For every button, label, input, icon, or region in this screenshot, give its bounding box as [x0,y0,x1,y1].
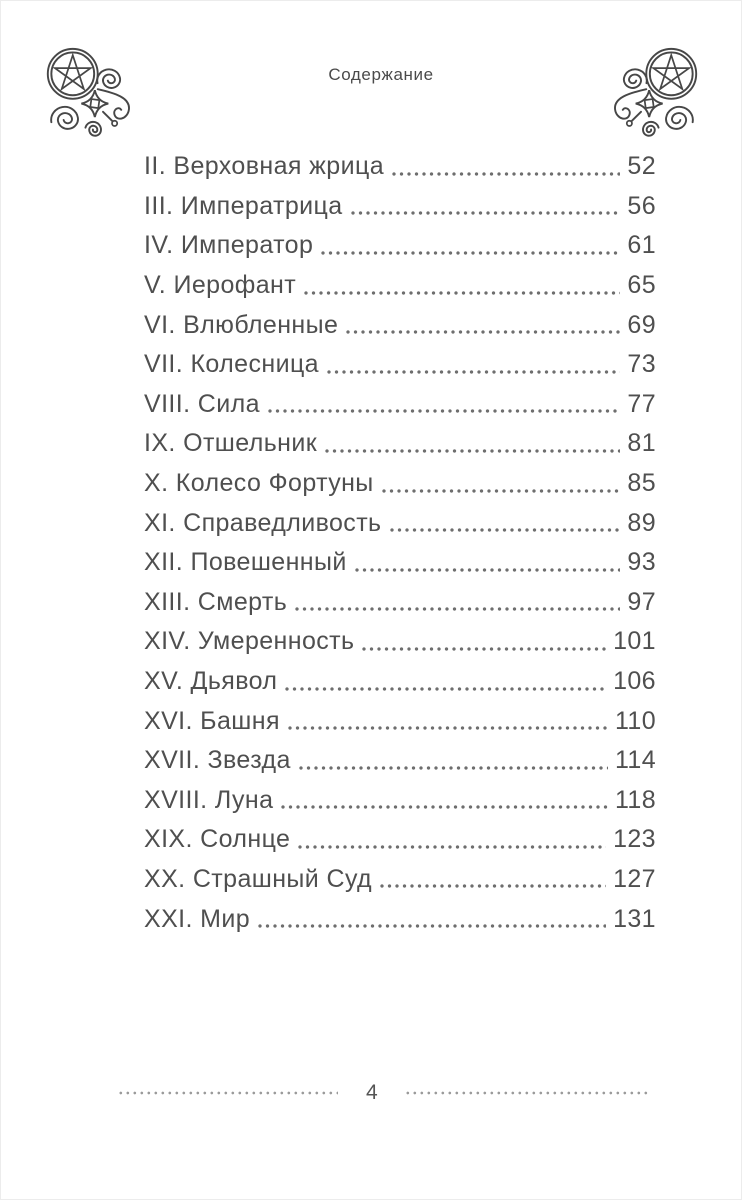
toc-entry [144,147,656,187]
dot-leader [288,726,608,730]
dot-leader [390,528,621,532]
toc-entry [144,662,656,702]
toc-entry-title: V. Иерофант [144,271,297,300]
toc-entry-title: VIII. Сила [144,389,260,418]
toc-entry-page: 69 [627,310,656,339]
toc-entry [144,543,656,583]
page-title: Содержание [328,65,434,84]
toc-entry-title: XXI. Мир [144,904,251,933]
dot-leader [392,172,620,176]
dot-leader [382,489,621,493]
footer-dots-left [119,1091,338,1095]
dot-leader [281,805,608,809]
toc-entry [144,860,656,900]
toc-entry [144,226,656,266]
toc-entry-title: XVI. Башня [144,706,280,735]
toc-entry-page: 131 [613,904,656,933]
toc-entry-title: III. Императрица [144,191,343,220]
dot-leader [299,766,608,770]
toc-entry [144,701,656,741]
toc-entry [144,187,656,227]
dot-leader [351,211,621,215]
toc-entry-title: XIII. Смерть [144,587,288,616]
pentacle-flourish-icon [41,46,141,142]
toc-entry-page: 110 [614,706,656,735]
dot-leader [268,409,620,413]
dot-leader [258,924,606,928]
dot-leader [325,449,620,453]
toc-entry [144,305,656,345]
toc-entry-title: XI. Справедливость [144,508,382,537]
toc-entry [144,345,656,385]
toc-entry-title: XVIII. Луна [144,785,274,814]
toc-entry-title: II. Верховная жрица [144,152,384,181]
toc-entry [144,464,656,504]
toc-entry [144,741,656,781]
table-of-contents [144,147,656,939]
toc-entry-page: 61 [627,231,656,260]
toc-entry-page: 73 [627,350,656,379]
toc-entry [144,583,656,623]
dot-leader [295,607,620,611]
toc-entry-title: VII. Колесница [144,350,319,379]
toc-entry-page: 106 [613,667,656,696]
toc-entry-page: 56 [627,191,656,220]
toc-entry [144,424,656,464]
toc-entry-page: 52 [627,152,656,181]
toc-entry-title: X. Колесо Фортуны [144,469,374,498]
toc-entry [144,622,656,662]
toc-entry-title: XVII. Звезда [144,746,291,775]
toc-entry-title: XV. Дьявол [144,667,278,696]
footer-dots-right [406,1091,651,1095]
toc-entry-title: IV. Император [144,231,314,260]
toc-entry-title: XX. Страшный Суд [144,864,373,893]
toc-entry-page: 65 [627,271,656,300]
toc-entry [144,781,656,821]
toc-entry-title: IX. Отшельник [144,429,318,458]
toc-entry-page: 101 [613,627,656,656]
toc-entry-page: 127 [613,864,656,893]
dot-leader [355,568,621,572]
toc-entry-page: 89 [627,508,656,537]
dot-leader [346,330,620,334]
dot-leader [298,845,606,849]
toc-entry-page: 85 [627,469,656,498]
toc-entry-page: 123 [613,825,656,854]
page-number: 4 [366,1081,378,1104]
toc-entry [144,385,656,425]
dot-leader [304,291,620,295]
toc-entry-title: XII. Повешенный [144,548,347,577]
toc-entry [144,899,656,939]
toc-entry [144,266,656,306]
toc-entry [144,820,656,860]
page-footer [119,1077,651,1109]
dot-leader [285,687,606,691]
toc-entry-page: 114 [614,746,656,775]
toc-entry-title: XIV. Умеренность [144,627,355,656]
toc-entry-page: 81 [627,429,656,458]
toc-entry-page: 118 [614,785,656,814]
toc-entry [144,503,656,543]
toc-entry-page: 77 [627,389,656,418]
dot-leader [321,251,620,255]
toc-entry-page: 93 [627,548,656,577]
dot-leader [362,647,606,651]
dot-leader [380,884,606,888]
dot-leader [327,370,620,374]
toc-entry-page: 97 [627,587,656,616]
toc-entry-title: XIX. Солнце [144,825,291,854]
toc-entry-title: VI. Влюбленные [144,310,339,339]
pentacle-flourish-icon [603,46,703,142]
